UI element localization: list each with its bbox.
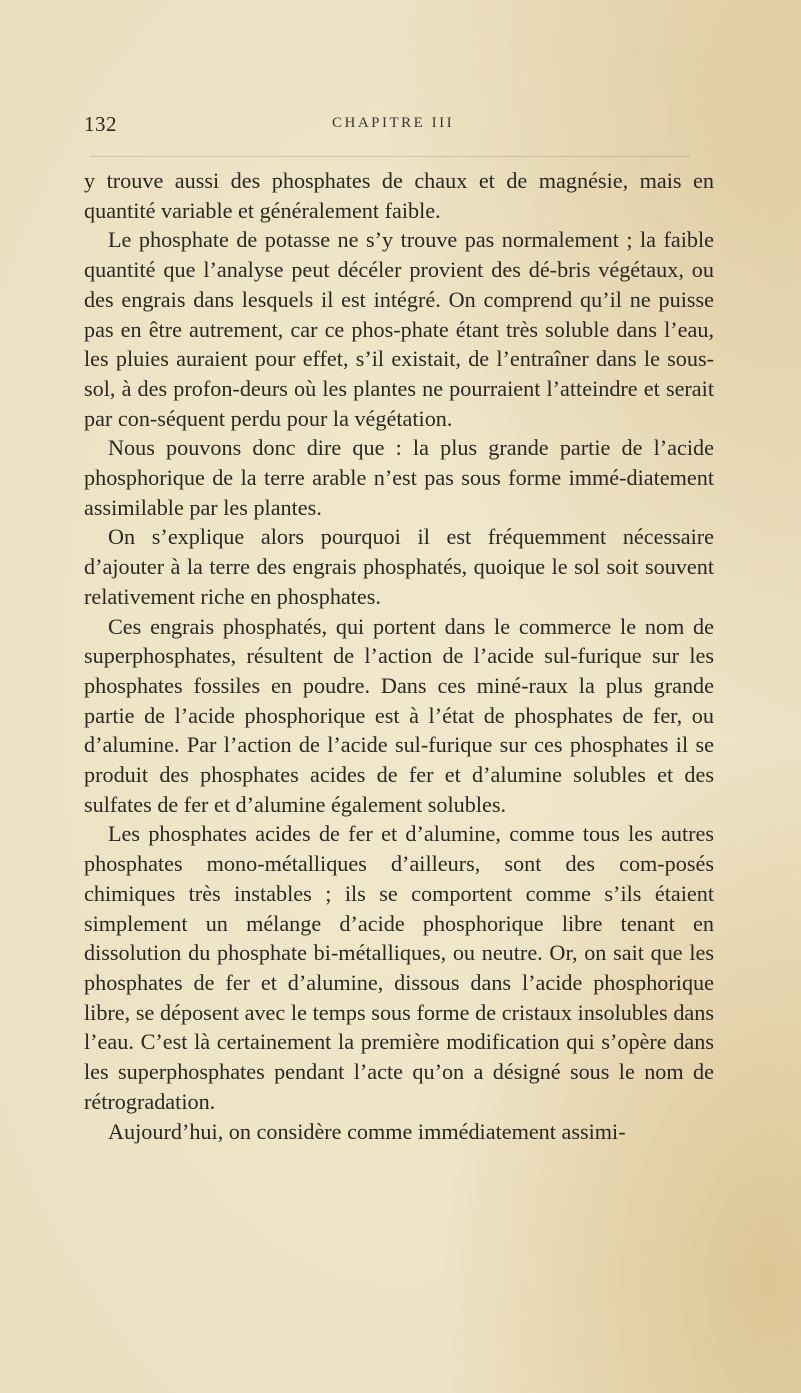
- paragraph-4: On s’explique alors pourquoi il est fréquemment nécessaire d’ajouter à la terre des engrais phosphatés, quoique le sol soit souvent relativement riche en phosphates.: [84, 524, 714, 609]
- header-divider: [90, 156, 690, 157]
- paragraph-5: Ces engrais phosphatés, qui portent dans le commerce le nom de superphosphates, résultent de l’action de l’acide sul-furique sur les phosphates fossiles en poudre. Dans ces miné-raux la plus grande partie de l’acide phosphorique est à l’état de phosphates de fer, ou d’alumine. Par l’action de l’acide sul-furique sur ces phosphates il se produit des phosphates acides de fer et d’alumine solubles et des sulfates de fer et d’alumine également solubles.: [84, 613, 714, 817]
- paragraph-2: Le phosphate de potasse ne s’y trouve pas normalement ; la faible quantité que l’analyse peut décéler provient des dé-bris végétaux, ou des engrais dans lesquels il est intégré. On comprend qu’il ne puisse pas en être autrement, car ce phos-phate étant très soluble dans l’eau, les pluies auraient pour effet, s’il existait, de l’entraîner dans le sous-sol, à des profon-deurs où les plantes ne pourraient l’atteindre et serait par con-séquent perdu pour la végétation.: [84, 227, 714, 431]
- paragraph-7: Aujourd’hui, on considère comme immédiatement assimi-: [108, 1118, 626, 1144]
- running-head: [84, 112, 714, 152]
- paragraph-3: Nous pouvons donc dire que : la plus grande partie de l’acide phosphorique de la terre arable n’est pas sous forme immé-diatement assimilable par les plantes.: [84, 435, 714, 520]
- paragraph-1: y trouve aussi des phosphates de chaux et de magnésie, mais en quantité variable et généralement faible.: [84, 168, 714, 223]
- page-number: 132: [84, 112, 117, 136]
- chapter-title: CHAPITRE III: [332, 115, 455, 131]
- body-text: [84, 166, 714, 1146]
- paragraph-6: Les phosphates acides de fer et d’alumine, comme tous les autres phosphates mono-métalliques d’ailleurs, sont des com-posés chimiques très instables ; ils se comportent comme s’ils étaient simplement un mélange d’acide phosphorique libre tenant en dissolution du phosphate bi-métalliques, ou neutre. Or, on sait que les phosphates de fer et d’alumine, dissous dans l’acide phosphorique libre, se déposent avec le temps sous forme de cristaux insolubles dans l’eau. C’est là certainement la première modification qui s’opère dans les superphosphates pendant l’acte qu’on a désigné sous le nom de rétrogradation.: [84, 821, 714, 1114]
